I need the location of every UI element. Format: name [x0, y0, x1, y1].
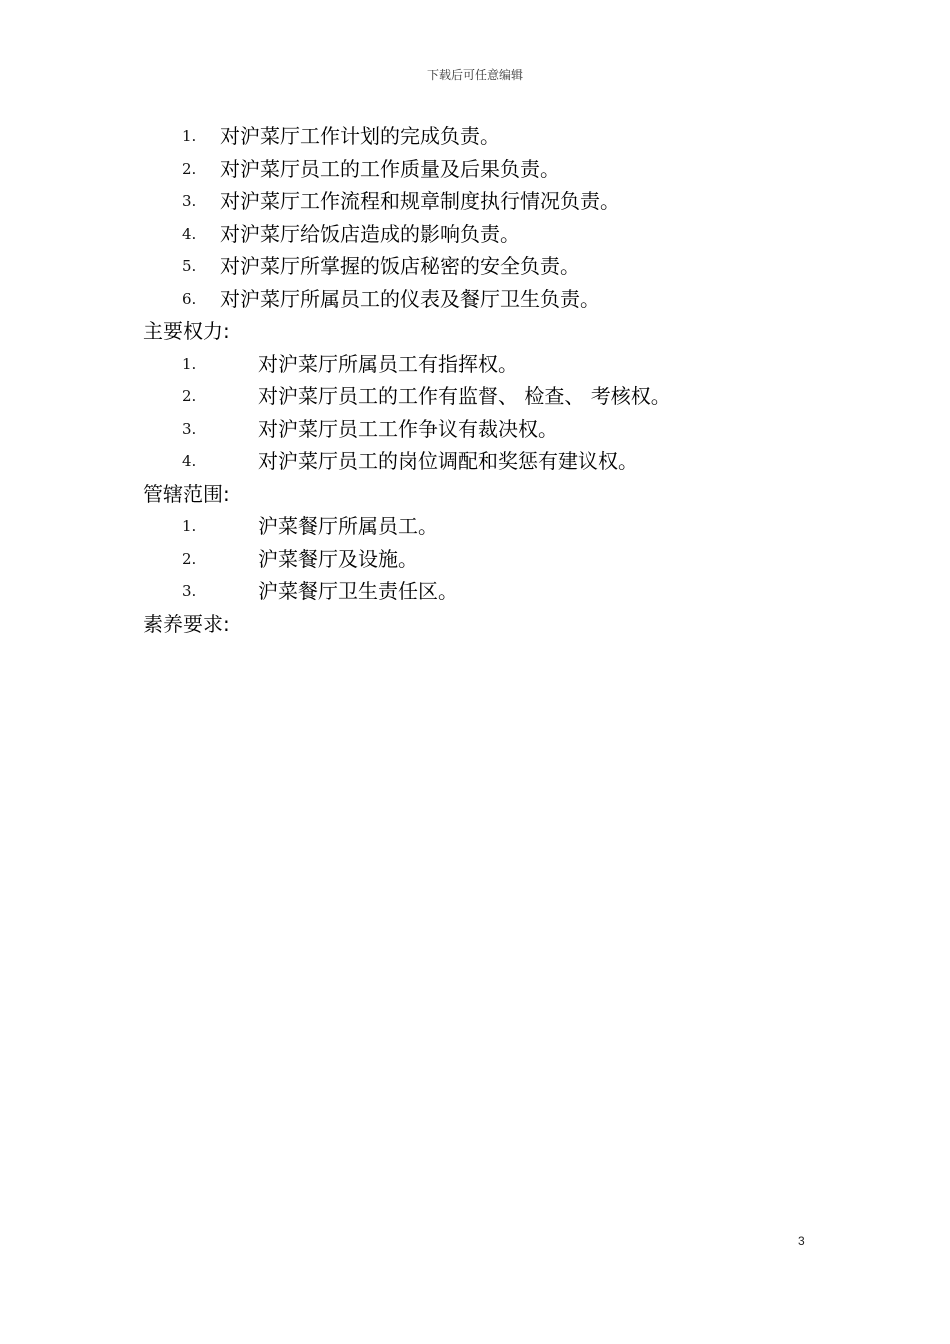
- item-number: 3.: [182, 419, 197, 438]
- list-item: [0, 413, 950, 446]
- item-text: 对沪菜厅员工工作争议有裁决权。: [258, 416, 558, 441]
- list-item: [0, 575, 950, 608]
- item-number: 3.: [182, 582, 197, 600]
- item-number: 2.: [182, 387, 197, 405]
- item-number: 4.: [182, 452, 197, 470]
- item-number: 4.: [182, 224, 197, 243]
- item-number: 1.: [182, 127, 197, 145]
- item-number: 2.: [182, 159, 197, 178]
- item-text: 对沪菜厅工作流程和规章制度执行情况负责。: [220, 189, 620, 213]
- list-item: [0, 185, 950, 218]
- list-item: [0, 283, 950, 316]
- item-text: 沪菜餐厅所属员工。: [258, 514, 438, 538]
- list-item: [0, 543, 950, 576]
- list-item: [0, 120, 950, 153]
- item-text: 对沪菜厅工作计划的完成负责。: [220, 124, 500, 148]
- list-item: [0, 348, 950, 381]
- item-number: 5.: [182, 257, 197, 275]
- item-text: 沪菜餐厅卫生责任区。: [258, 579, 458, 603]
- item-text: 对沪菜厅所掌握的饭店秘密的安全负责。: [220, 254, 580, 278]
- item-number: 3.: [182, 192, 197, 210]
- item-text: 对沪菜厅员工的岗位调配和奖惩有建议权。: [258, 449, 638, 473]
- list-item: [0, 510, 950, 543]
- page-header: 下载后可任意编辑: [426, 68, 523, 82]
- page-number: 3: [798, 1234, 805, 1248]
- list-item: [0, 218, 950, 251]
- item-text: 对沪菜厅所属员工有指挥权。: [258, 351, 518, 376]
- item-number: 6.: [182, 289, 197, 308]
- document-body: [0, 120, 950, 640]
- list-item: [0, 250, 950, 283]
- item-number: 2.: [182, 549, 197, 568]
- item-text: 对沪菜厅员工的工作有监督、 检查、 考核权。: [258, 384, 671, 408]
- section-heading-jurisdiction: 管辖范围:: [143, 481, 230, 506]
- section-heading-qualifications: 素养要求:: [143, 611, 230, 636]
- list-item: [0, 153, 950, 186]
- item-text: 对沪菜厅给饭店造成的影响负责。: [220, 221, 520, 246]
- item-number: 1.: [182, 354, 197, 373]
- item-text: 对沪菜厅所属员工的仪表及餐厅卫生负责。: [220, 286, 600, 311]
- item-text: 对沪菜厅员工的工作质量及后果负责。: [220, 156, 560, 181]
- section-heading-powers: 主要权力:: [143, 319, 230, 343]
- list-item: [0, 445, 950, 478]
- list-item: [0, 380, 950, 413]
- item-number: 1.: [182, 517, 197, 535]
- item-text: 沪菜餐厅及设施。: [258, 546, 418, 571]
